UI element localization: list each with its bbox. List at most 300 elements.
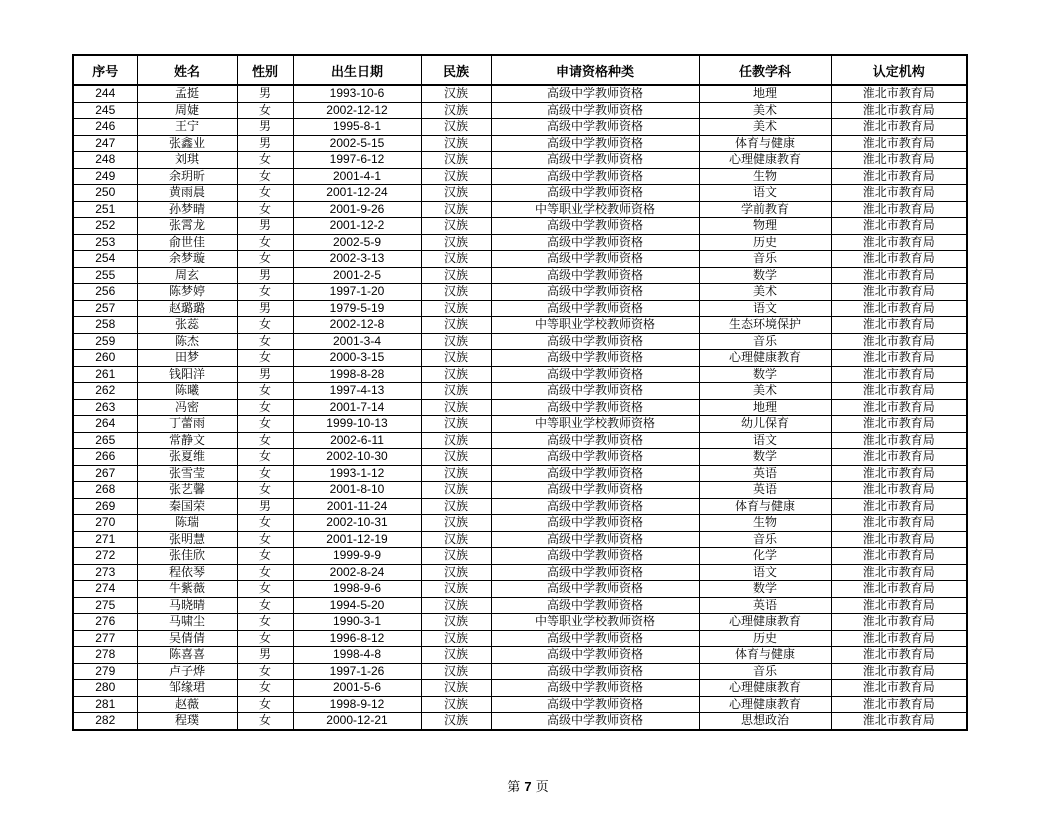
cell-seq: 245: [73, 102, 137, 119]
cell-subject: 体育与健康: [699, 135, 831, 152]
cell-qualification-type: 高级中学教师资格: [491, 564, 699, 581]
cell-seq: 275: [73, 597, 137, 614]
cell-subject: 语文: [699, 432, 831, 449]
cell-gender: 女: [237, 449, 293, 466]
cell-qualification-type: 高级中学教师资格: [491, 581, 699, 598]
cell-certifying-body: 淮北市教育局: [831, 432, 967, 449]
cell-certifying-body: 淮北市教育局: [831, 251, 967, 268]
cell-subject: 美术: [699, 284, 831, 301]
cell-subject: 心理健康教育: [699, 152, 831, 169]
cell-seq: 260: [73, 350, 137, 367]
cell-name: 张艺馨: [137, 482, 237, 499]
header-gender: 性别: [237, 55, 293, 85]
cell-ethnicity: 汉族: [421, 119, 491, 136]
cell-ethnicity: 汉族: [421, 350, 491, 367]
cell-subject: 数学: [699, 267, 831, 284]
cell-subject: 生物: [699, 168, 831, 185]
cell-birthdate: 1997-4-13: [293, 383, 421, 400]
table-row: [73, 597, 967, 614]
cell-name: 陈曦: [137, 383, 237, 400]
cell-certifying-body: 淮北市教育局: [831, 482, 967, 499]
cell-ethnicity: 汉族: [421, 366, 491, 383]
table-row: [73, 647, 967, 664]
cell-gender: 女: [237, 614, 293, 631]
cell-certifying-body: 淮北市教育局: [831, 218, 967, 235]
cell-gender: 女: [237, 399, 293, 416]
cell-name: 张夏维: [137, 449, 237, 466]
cell-seq: 264: [73, 416, 137, 433]
cell-subject: 思想政治: [699, 713, 831, 730]
cell-name: 卢子烨: [137, 663, 237, 680]
cell-gender: 男: [237, 119, 293, 136]
cell-subject: 语文: [699, 300, 831, 317]
cell-subject: 地理: [699, 85, 831, 102]
cell-qualification-type: 高级中学教师资格: [491, 713, 699, 730]
table-row: [73, 713, 967, 730]
page-footer: [0, 776, 1056, 795]
cell-certifying-body: 淮北市教育局: [831, 201, 967, 218]
cell-ethnicity: 汉族: [421, 465, 491, 482]
cell-qualification-type: 中等职业学校教师资格: [491, 317, 699, 334]
cell-name: 马晓晴: [137, 597, 237, 614]
cell-subject: 化学: [699, 548, 831, 565]
cell-gender: 女: [237, 383, 293, 400]
table-row: [73, 251, 967, 268]
cell-qualification-type: 中等职业学校教师资格: [491, 416, 699, 433]
cell-qualification-type: 高级中学教师资格: [491, 152, 699, 169]
cell-certifying-body: 淮北市教育局: [831, 152, 967, 169]
cell-subject: 语文: [699, 564, 831, 581]
table-row: [73, 234, 967, 251]
table-row: [73, 300, 967, 317]
cell-name: 张雪莹: [137, 465, 237, 482]
table-row: [73, 333, 967, 350]
cell-gender: 男: [237, 135, 293, 152]
cell-ethnicity: 汉族: [421, 399, 491, 416]
cell-name: 刘琪: [137, 152, 237, 169]
cell-subject: 体育与健康: [699, 498, 831, 515]
cell-seq: 258: [73, 317, 137, 334]
header-name: 姓名: [137, 55, 237, 85]
table-row: [73, 102, 967, 119]
cell-qualification-type: 高级中学教师资格: [491, 498, 699, 515]
cell-name: 邹缘珺: [137, 680, 237, 697]
cell-qualification-type: 高级中学教师资格: [491, 663, 699, 680]
cell-name: 张鑫业: [137, 135, 237, 152]
cell-birthdate: 2000-3-15: [293, 350, 421, 367]
cell-ethnicity: 汉族: [421, 102, 491, 119]
cell-ethnicity: 汉族: [421, 482, 491, 499]
cell-certifying-body: 淮北市教育局: [831, 531, 967, 548]
cell-seq: 248: [73, 152, 137, 169]
cell-name: 周玄: [137, 267, 237, 284]
cell-ethnicity: 汉族: [421, 416, 491, 433]
cell-qualification-type: 高级中学教师资格: [491, 366, 699, 383]
cell-name: 周婕: [137, 102, 237, 119]
cell-gender: 女: [237, 102, 293, 119]
cell-birthdate: 1997-1-26: [293, 663, 421, 680]
cell-birthdate: 2001-4-1: [293, 168, 421, 185]
cell-seq: 274: [73, 581, 137, 598]
cell-name: 钱阳洋: [137, 366, 237, 383]
cell-seq: 244: [73, 85, 137, 102]
cell-ethnicity: 汉族: [421, 317, 491, 334]
table-row: [73, 614, 967, 631]
cell-seq: 277: [73, 630, 137, 647]
cell-qualification-type: 高级中学教师资格: [491, 531, 699, 548]
cell-gender: 女: [237, 465, 293, 482]
cell-subject: 音乐: [699, 333, 831, 350]
cell-name: 程依琴: [137, 564, 237, 581]
cell-name: 黄雨晨: [137, 185, 237, 202]
cell-birthdate: 1996-8-12: [293, 630, 421, 647]
cell-qualification-type: 中等职业学校教师资格: [491, 614, 699, 631]
cell-certifying-body: 淮北市教育局: [831, 284, 967, 301]
cell-ethnicity: 汉族: [421, 498, 491, 515]
cell-ethnicity: 汉族: [421, 85, 491, 102]
table-row: [73, 432, 967, 449]
cell-gender: 女: [237, 350, 293, 367]
cell-subject: 生态环境保护: [699, 317, 831, 334]
cell-gender: 男: [237, 366, 293, 383]
cell-gender: 女: [237, 152, 293, 169]
cell-subject: 数学: [699, 449, 831, 466]
table-row: [73, 465, 967, 482]
cell-seq: 261: [73, 366, 137, 383]
cell-subject: 历史: [699, 630, 831, 647]
cell-gender: 女: [237, 597, 293, 614]
cell-seq: 251: [73, 201, 137, 218]
cell-ethnicity: 汉族: [421, 548, 491, 565]
cell-name: 张霄龙: [137, 218, 237, 235]
table-row: [73, 218, 967, 235]
table-row: [73, 383, 967, 400]
applicant-table: [72, 54, 968, 731]
cell-subject: 美术: [699, 119, 831, 136]
cell-qualification-type: 高级中学教师资格: [491, 234, 699, 251]
cell-birthdate: 2001-11-24: [293, 498, 421, 515]
cell-qualification-type: 高级中学教师资格: [491, 218, 699, 235]
cell-certifying-body: 淮北市教育局: [831, 366, 967, 383]
table-row: [73, 135, 967, 152]
cell-ethnicity: 汉族: [421, 531, 491, 548]
header-certifying-body: 认定机构: [831, 55, 967, 85]
cell-name: 张明慧: [137, 531, 237, 548]
cell-ethnicity: 汉族: [421, 647, 491, 664]
cell-gender: 女: [237, 251, 293, 268]
cell-gender: 女: [237, 531, 293, 548]
cell-seq: 259: [73, 333, 137, 350]
cell-certifying-body: 淮北市教育局: [831, 498, 967, 515]
cell-qualification-type: 高级中学教师资格: [491, 597, 699, 614]
cell-birthdate: 1998-8-28: [293, 366, 421, 383]
cell-qualification-type: 高级中学教师资格: [491, 630, 699, 647]
cell-qualification-type: 高级中学教师资格: [491, 548, 699, 565]
cell-subject: 幼儿保育: [699, 416, 831, 433]
cell-name: 王宁: [137, 119, 237, 136]
cell-seq: 279: [73, 663, 137, 680]
cell-qualification-type: 高级中学教师资格: [491, 350, 699, 367]
table-row: [73, 284, 967, 301]
cell-ethnicity: 汉族: [421, 168, 491, 185]
cell-name: 孟挺: [137, 85, 237, 102]
cell-certifying-body: 淮北市教育局: [831, 383, 967, 400]
cell-seq: 280: [73, 680, 137, 697]
cell-seq: 253: [73, 234, 137, 251]
cell-ethnicity: 汉族: [421, 201, 491, 218]
cell-gender: 男: [237, 498, 293, 515]
table-row: [73, 350, 967, 367]
cell-seq: 247: [73, 135, 137, 152]
cell-birthdate: 2001-9-26: [293, 201, 421, 218]
cell-qualification-type: 高级中学教师资格: [491, 85, 699, 102]
cell-seq: 263: [73, 399, 137, 416]
cell-certifying-body: 淮北市教育局: [831, 135, 967, 152]
cell-name: 张佳欣: [137, 548, 237, 565]
table-row: [73, 119, 967, 136]
cell-subject: 英语: [699, 482, 831, 499]
cell-ethnicity: 汉族: [421, 234, 491, 251]
cell-name: 常静文: [137, 432, 237, 449]
cell-subject: 语文: [699, 185, 831, 202]
cell-certifying-body: 淮北市教育局: [831, 630, 967, 647]
cell-birthdate: 1998-9-6: [293, 581, 421, 598]
cell-ethnicity: 汉族: [421, 515, 491, 532]
table-row: [73, 548, 967, 565]
cell-qualification-type: 高级中学教师资格: [491, 333, 699, 350]
cell-seq: 282: [73, 713, 137, 730]
cell-name: 俞世佳: [137, 234, 237, 251]
cell-seq: 256: [73, 284, 137, 301]
cell-gender: 女: [237, 713, 293, 730]
cell-ethnicity: 汉族: [421, 300, 491, 317]
table-row: [73, 416, 967, 433]
cell-seq: 246: [73, 119, 137, 136]
table-row: [73, 482, 967, 499]
cell-seq: 271: [73, 531, 137, 548]
table-header-row: [73, 55, 967, 85]
cell-certifying-body: 淮北市教育局: [831, 515, 967, 532]
table-row: [73, 267, 967, 284]
cell-gender: 女: [237, 234, 293, 251]
cell-subject: 心理健康教育: [699, 696, 831, 713]
cell-seq: 268: [73, 482, 137, 499]
cell-seq: 269: [73, 498, 137, 515]
cell-certifying-body: 淮北市教育局: [831, 548, 967, 565]
cell-birthdate: 2001-2-5: [293, 267, 421, 284]
cell-subject: 心理健康教育: [699, 350, 831, 367]
cell-certifying-body: 淮北市教育局: [831, 350, 967, 367]
cell-certifying-body: 淮北市教育局: [831, 333, 967, 350]
cell-name: 吴倩倩: [137, 630, 237, 647]
cell-subject: 体育与健康: [699, 647, 831, 664]
cell-certifying-body: 淮北市教育局: [831, 465, 967, 482]
cell-gender: 女: [237, 548, 293, 565]
cell-qualification-type: 高级中学教师资格: [491, 135, 699, 152]
cell-subject: 心理健康教育: [699, 680, 831, 697]
cell-ethnicity: 汉族: [421, 432, 491, 449]
table-row: [73, 201, 967, 218]
cell-ethnicity: 汉族: [421, 663, 491, 680]
cell-ethnicity: 汉族: [421, 251, 491, 268]
header-subject: 任教学科: [699, 55, 831, 85]
cell-gender: 女: [237, 317, 293, 334]
cell-birthdate: 2002-8-24: [293, 564, 421, 581]
cell-gender: 女: [237, 663, 293, 680]
table-row: [73, 630, 967, 647]
cell-seq: 281: [73, 696, 137, 713]
cell-qualification-type: 高级中学教师资格: [491, 465, 699, 482]
cell-ethnicity: 汉族: [421, 597, 491, 614]
cell-gender: 男: [237, 218, 293, 235]
cell-birthdate: 1998-4-8: [293, 647, 421, 664]
cell-subject: 英语: [699, 465, 831, 482]
cell-qualification-type: 高级中学教师资格: [491, 399, 699, 416]
table-row: [73, 85, 967, 102]
cell-name: 秦国荣: [137, 498, 237, 515]
cell-birthdate: 1979-5-19: [293, 300, 421, 317]
table-row: [73, 185, 967, 202]
header-qualification-type: 申请资格种类: [491, 55, 699, 85]
table-body: [73, 85, 967, 730]
table-row: [73, 663, 967, 680]
cell-seq: 273: [73, 564, 137, 581]
cell-ethnicity: 汉族: [421, 284, 491, 301]
cell-name: 陈杰: [137, 333, 237, 350]
cell-qualification-type: 高级中学教师资格: [491, 482, 699, 499]
header-birthdate: 出生日期: [293, 55, 421, 85]
cell-certifying-body: 淮北市教育局: [831, 696, 967, 713]
cell-ethnicity: 汉族: [421, 449, 491, 466]
cell-name: 程璞: [137, 713, 237, 730]
table-row: [73, 564, 967, 581]
cell-birthdate: 2002-5-9: [293, 234, 421, 251]
cell-ethnicity: 汉族: [421, 713, 491, 730]
cell-birthdate: 1995-8-1: [293, 119, 421, 136]
cell-gender: 女: [237, 416, 293, 433]
cell-ethnicity: 汉族: [421, 564, 491, 581]
cell-subject: 音乐: [699, 251, 831, 268]
cell-certifying-body: 淮北市教育局: [831, 267, 967, 284]
cell-birthdate: 2001-5-6: [293, 680, 421, 697]
table-row: [73, 531, 967, 548]
cell-qualification-type: 高级中学教师资格: [491, 449, 699, 466]
cell-birthdate: 1997-6-12: [293, 152, 421, 169]
footer-prefix: 第: [507, 780, 521, 795]
cell-name: 赵璐璐: [137, 300, 237, 317]
cell-gender: 女: [237, 564, 293, 581]
cell-name: 陈瑞: [137, 515, 237, 532]
cell-birthdate: 2001-8-10: [293, 482, 421, 499]
cell-ethnicity: 汉族: [421, 581, 491, 598]
cell-gender: 女: [237, 630, 293, 647]
cell-seq: 255: [73, 267, 137, 284]
cell-name: 牛紫薇: [137, 581, 237, 598]
cell-certifying-body: 淮北市教育局: [831, 300, 967, 317]
cell-birthdate: 2001-12-2: [293, 218, 421, 235]
cell-ethnicity: 汉族: [421, 135, 491, 152]
cell-gender: 女: [237, 284, 293, 301]
cell-subject: 数学: [699, 581, 831, 598]
cell-gender: 男: [237, 85, 293, 102]
cell-seq: 272: [73, 548, 137, 565]
cell-name: 田梦: [137, 350, 237, 367]
cell-gender: 女: [237, 333, 293, 350]
cell-gender: 女: [237, 680, 293, 697]
cell-seq: 278: [73, 647, 137, 664]
cell-ethnicity: 汉族: [421, 152, 491, 169]
page-number: 7: [524, 779, 532, 794]
cell-subject: 学前教育: [699, 201, 831, 218]
cell-gender: 男: [237, 300, 293, 317]
cell-name: 张蕊: [137, 317, 237, 334]
cell-qualification-type: 高级中学教师资格: [491, 102, 699, 119]
cell-qualification-type: 高级中学教师资格: [491, 284, 699, 301]
cell-birthdate: 2001-3-4: [293, 333, 421, 350]
cell-qualification-type: 高级中学教师资格: [491, 696, 699, 713]
cell-seq: 252: [73, 218, 137, 235]
cell-qualification-type: 高级中学教师资格: [491, 119, 699, 136]
cell-qualification-type: 高级中学教师资格: [491, 300, 699, 317]
cell-ethnicity: 汉族: [421, 696, 491, 713]
cell-birthdate: 2001-12-19: [293, 531, 421, 548]
cell-birthdate: 2002-12-12: [293, 102, 421, 119]
cell-birthdate: 1993-10-6: [293, 85, 421, 102]
cell-name: 马啸尘: [137, 614, 237, 631]
cell-gender: 男: [237, 647, 293, 664]
cell-subject: 英语: [699, 597, 831, 614]
cell-ethnicity: 汉族: [421, 218, 491, 235]
cell-certifying-body: 淮北市教育局: [831, 85, 967, 102]
cell-qualification-type: 高级中学教师资格: [491, 168, 699, 185]
cell-seq: 265: [73, 432, 137, 449]
table-row: [73, 366, 967, 383]
table-row: [73, 449, 967, 466]
cell-subject: 历史: [699, 234, 831, 251]
cell-certifying-body: 淮北市教育局: [831, 416, 967, 433]
cell-certifying-body: 淮北市教育局: [831, 399, 967, 416]
cell-ethnicity: 汉族: [421, 680, 491, 697]
cell-gender: 女: [237, 432, 293, 449]
cell-certifying-body: 淮北市教育局: [831, 564, 967, 581]
cell-birthdate: 1997-1-20: [293, 284, 421, 301]
cell-seq: 276: [73, 614, 137, 631]
cell-qualification-type: 高级中学教师资格: [491, 432, 699, 449]
cell-certifying-body: 淮北市教育局: [831, 119, 967, 136]
cell-subject: 美术: [699, 383, 831, 400]
cell-subject: 数学: [699, 366, 831, 383]
cell-gender: 男: [237, 267, 293, 284]
cell-name: 孙梦晴: [137, 201, 237, 218]
cell-ethnicity: 汉族: [421, 383, 491, 400]
cell-certifying-body: 淮北市教育局: [831, 597, 967, 614]
cell-certifying-body: 淮北市教育局: [831, 234, 967, 251]
cell-gender: 女: [237, 696, 293, 713]
cell-certifying-body: 淮北市教育局: [831, 185, 967, 202]
cell-qualification-type: 高级中学教师资格: [491, 515, 699, 532]
cell-birthdate: 1993-1-12: [293, 465, 421, 482]
cell-birthdate: 2001-7-14: [293, 399, 421, 416]
cell-certifying-body: 淮北市教育局: [831, 581, 967, 598]
cell-certifying-body: 淮北市教育局: [831, 317, 967, 334]
cell-seq: 262: [73, 383, 137, 400]
cell-certifying-body: 淮北市教育局: [831, 449, 967, 466]
cell-seq: 270: [73, 515, 137, 532]
cell-certifying-body: 淮北市教育局: [831, 168, 967, 185]
cell-ethnicity: 汉族: [421, 614, 491, 631]
cell-ethnicity: 汉族: [421, 185, 491, 202]
cell-qualification-type: 中等职业学校教师资格: [491, 201, 699, 218]
